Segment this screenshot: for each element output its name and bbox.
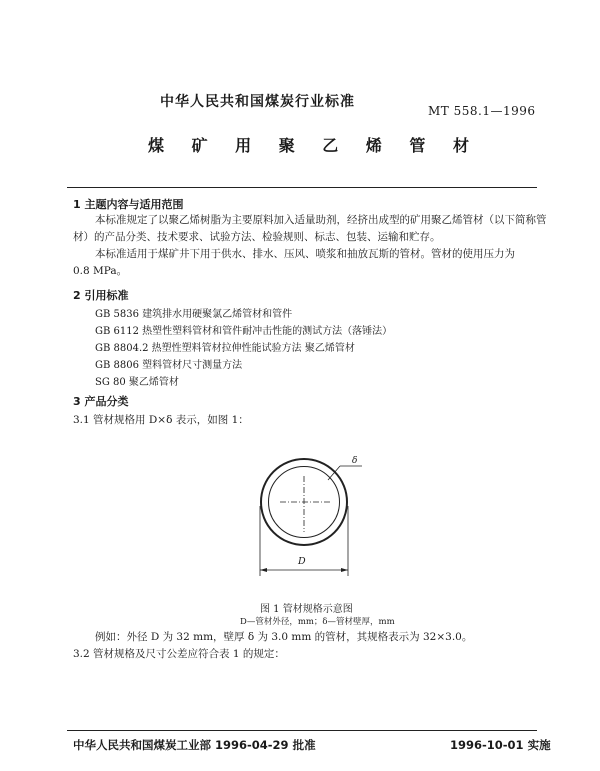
figure-legend: D—管材外径，mm；δ—管材壁厚，mm	[240, 617, 395, 627]
issuing-organization: 中华人民共和国煤炭行业标准	[160, 94, 355, 110]
reference-item: SG 80 聚乙烯管材	[95, 377, 179, 388]
reference-item: GB 8804.2 热塑性塑料管材拉伸性能试验方法 聚乙烯管材	[95, 343, 355, 354]
figure-caption: 图 1 管材规格示意图	[260, 604, 353, 615]
approval-line: 中华人民共和国煤炭工业部 1996-04-29 批准	[73, 738, 316, 752]
section-1-para-2-line-1: 本标准适用于煤矿井下用于供水、排水、压风、喷浆和抽放瓦斯的管材。管材的使用压力为	[95, 248, 515, 260]
clause-3-2: 3.2 管材规格及尺寸公差应符合表 1 的规定：	[73, 648, 285, 660]
footer-rule	[67, 730, 537, 731]
reference-item: GB 8806 塑料管材尺寸测量方法	[95, 360, 243, 371]
section-3-heading: 3 产品分类	[73, 395, 129, 408]
clause-3-1: 3.1 管材规格用 D×δ 表示，如图 1：	[73, 414, 249, 426]
wall-thickness-label: δ	[352, 456, 358, 466]
implementation-date: 1996-10-01 实施	[450, 738, 551, 752]
example-text: 例如：外径 D 为 32 mm，壁厚 δ 为 3.0 mm 的管材，其规格表示为 32×3.0。	[95, 631, 473, 643]
section-1-para-2-line-2: 0.8 MPa。	[73, 265, 128, 277]
document-title: 煤 矿 用 聚 乙 烯 管 材	[148, 136, 480, 155]
reference-item: GB 6112 热塑性塑料管材和管件耐冲击性能的测试方法（落锤法）	[95, 326, 393, 337]
header-rule	[67, 187, 537, 188]
section-1-para-1-line-1: 本标准规定了以聚乙烯树脂为主要原料加入适量助剂，经挤出成型的矿用聚乙烯管材（以下简称管	[95, 214, 547, 226]
section-1-heading: 1 主题内容与适用范围	[73, 198, 184, 211]
outer-diameter-label: D	[298, 556, 306, 567]
reference-item: GB 5836 建筑排水用硬聚氯乙烯管材和管件	[95, 309, 293, 320]
section-1-para-1-line-2: 材）的产品分类、技术要求、试验方法、检验规则、标志、包装、运输和贮存。	[73, 231, 441, 243]
section-2-heading: 2 引用标准	[73, 289, 129, 302]
standard-code: MT 558.1—1996	[428, 104, 536, 118]
